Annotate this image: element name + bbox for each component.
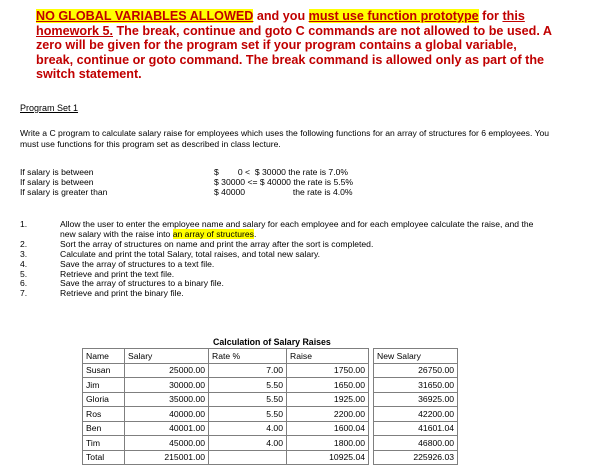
table-cell: 1925.00 [287, 392, 369, 407]
table-cell: 30000.00 [125, 378, 209, 393]
rate-range-1: $ 0 < $ 30000 the rate is 7.0% [214, 167, 349, 177]
table-cell: 45000.00 [125, 436, 209, 451]
table-cell: 1750.00 [287, 363, 369, 378]
step-number: 4. [20, 258, 28, 269]
table-row [83, 436, 458, 451]
table-row [83, 363, 458, 378]
step-text-main: Allow the user to enter the employee name and salary for each employee and for each employee calculate the raise, and the new salary with the raise into [60, 219, 534, 239]
table-cell: 31650.00 [374, 378, 458, 393]
table-cell: 215001.00 [125, 450, 209, 465]
table-header-cell: Salary [125, 349, 209, 364]
step-text [60, 289, 550, 299]
table-header-cell: New Salary [374, 349, 458, 364]
step-number: 2. [20, 238, 28, 249]
table-row [83, 450, 458, 465]
table-cell: 10925.04 [287, 450, 369, 465]
table-cell: Ros [83, 407, 125, 422]
table-cell: 5.50 [209, 407, 287, 422]
table-row [83, 407, 458, 422]
table-cell: 40000.00 [125, 407, 209, 422]
table-title: Calculation of Salary Raises [213, 337, 331, 347]
intro-paragraph: Write a C program to calculate salary raise for employees which uses the following functions for an array of structures for 6 employees. You must use functions for this program set as described in class lecture. [20, 128, 550, 149]
rate-range-2: $ 30000 <= $ 40000 the rate is 5.5% [214, 177, 354, 187]
step-text-main: Retrieve and print the binary file. [60, 288, 184, 299]
table-cell: 5.50 [209, 392, 287, 407]
warning-no-globals: NO GLOBAL VARIABLES ALLOWED [36, 9, 254, 23]
table-cell: Jim [83, 378, 125, 393]
step-text-main: Sort the array of structures on name and print the array after the sort is completed. [60, 238, 374, 249]
step-highlight: an array of structures [172, 228, 254, 239]
table-cell: 1600.04 [287, 421, 369, 436]
rate-label-3: If salary is greater than [20, 187, 108, 197]
step-text-main: Save the array of structures to a binary file. [60, 278, 224, 289]
salary-table [82, 348, 458, 465]
step-text-main: Calculate and print the total Salary, total raises, and total new salary. [60, 248, 321, 259]
table-cell: 40001.00 [125, 421, 209, 436]
table-cell: 26750.00 [374, 363, 458, 378]
table-header-row [83, 349, 458, 364]
table-cell: 1650.00 [287, 378, 369, 393]
warning-text-b: for [478, 9, 503, 23]
table-cell: 7.00 [209, 363, 287, 378]
step-item [20, 220, 550, 240]
warning-homework: this homework 5. [36, 9, 525, 38]
step-number: 1. [20, 219, 28, 229]
table-cell: Tim [83, 436, 125, 451]
table-cell: 46800.00 [374, 436, 458, 451]
table-cell: 4.00 [209, 436, 287, 451]
step-number: 6. [20, 278, 28, 289]
warning-text-a: and you [253, 9, 309, 23]
table-cell: 42200.00 [374, 407, 458, 422]
steps-list [20, 220, 550, 299]
table-row [83, 392, 458, 407]
warning-prototype: must use function prototype [308, 9, 479, 23]
table-cell: Ben [83, 421, 125, 436]
step-text [60, 220, 550, 240]
table-cell: Gloria [83, 392, 125, 407]
step-text-end: . [253, 228, 257, 239]
step-item [20, 289, 550, 299]
table-header-cell: Rate % [209, 349, 287, 364]
table-cell: 25000.00 [125, 363, 209, 378]
table-cell: 1800.00 [287, 436, 369, 451]
table-cell: 36925.00 [374, 392, 458, 407]
step-number: 5. [20, 268, 28, 279]
step-text-main: Save the array of structures to a text file. [60, 258, 215, 269]
rate-range-3: $ 40000 the rate is 4.0% [214, 187, 353, 197]
table-cell: 5.50 [209, 378, 287, 393]
table-cell: Susan [83, 363, 125, 378]
step-number: 3. [20, 248, 28, 259]
table-cell: 225926.03 [374, 450, 458, 465]
table-cell: Total [83, 450, 125, 465]
step-text-main: Retrieve and print the text file. [60, 268, 175, 279]
rate-label-2: If salary is between [20, 177, 94, 187]
table-cell [209, 450, 287, 465]
table-cell: 35000.00 [125, 392, 209, 407]
rate-label-1: If salary is between [20, 167, 94, 177]
table-cell: 2200.00 [287, 407, 369, 422]
table-cell: 4.00 [209, 421, 287, 436]
table-cell: 41601.04 [374, 421, 458, 436]
table-row [83, 421, 458, 436]
step-number: 7. [20, 288, 28, 299]
table-row [83, 378, 458, 393]
assignment-warning [36, 9, 556, 82]
table-header-cell: Name [83, 349, 125, 364]
warning-text-c: The break, continue and goto C commands are not allowed to be used. A zero will be given for the program set if your program contains a global variable, break, continue or goto command. The break command is allowed only as part of the switch statement. [36, 23, 552, 82]
program-set-title: Program Set 1 [20, 103, 79, 113]
table-header-cell: Raise [287, 349, 369, 364]
